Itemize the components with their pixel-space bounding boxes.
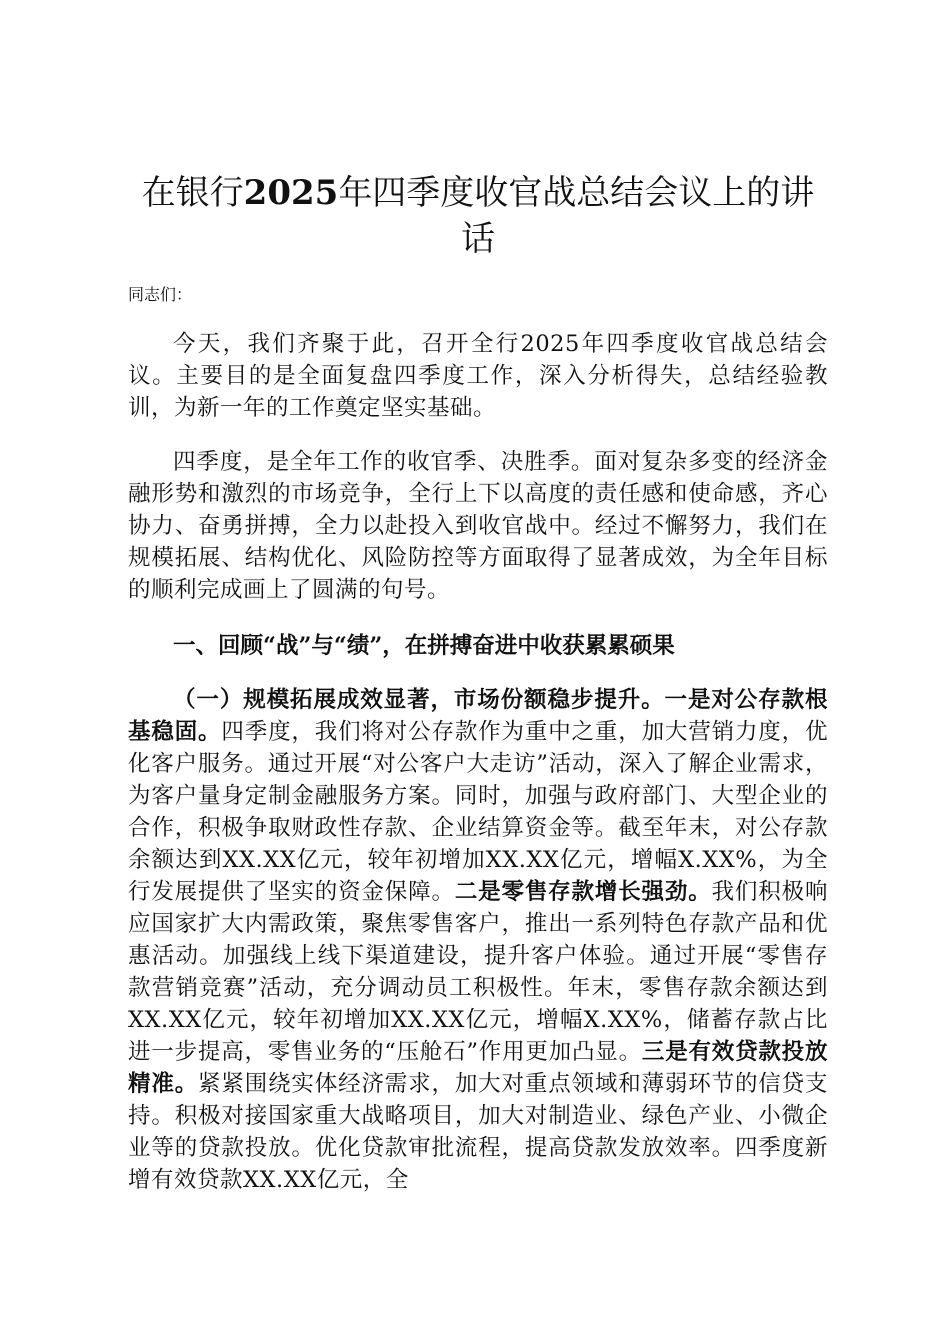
salutation: 同志们： [128,285,193,304]
paragraph-text-3: 紧紧围绕实体经济需求，加大对重点领域和薄弱环节的信贷支持。积极对接国家重大战略项目，加大对制造业、绿色产业、小微企业等的贷款投放。优化贷款审批流程，提高贷款发放效率。四季度新增有效贷款XX.XX亿元，全 [128,1071,828,1193]
title-prefix: 在银行 [141,173,244,213]
paragraph-text-2: 我们积极响应国家扩大内需政策，聚焦零售客户，推出一系列特色存款产品和优惠活动。加强线上线下渠道建设，提升客户体验。通过开展“零售存款营销竞赛”活动，充分调动员工积极性。年末，零售存款余额达到XX.XX亿元，较年初增加XX.XX亿元，增幅X.XX%，储蓄存款占比进一步提高，零售业务的“压舱石”作用更加凸显。 [128,879,828,1065]
title-year: 2025 [243,173,339,213]
paragraph-summary: 四季度，是全年工作的收官季、决胜季。面对复杂多变的经济金融形势和激烈的市场竞争，全行上下以高度的责任感和使命感，齐心协力、奋勇拼搏，全力以赴投入到收官战中。经过不懈努力，我们在规模拓展、结构优化、风险防控等方面取得了显著成效，为全年目标的顺利完成画上了圆满的句号。 [128,449,828,603]
paragraph-text-1: 四季度，我们将对公存款作为重中之重，加大营销力度，优化客户服务。通过开展“对公客户大走访”活动，深入了解企业需求，为客户量身定制金融服务方案。同时，加强与政府部门、大型企业的合作，积极争取财政性存款、企业结算资金等。截至年末，对公存款余额达到XX.XX亿元，较年初增加XX.XX亿元，增幅X.XX%，为全行发展提供了坚实的资金保障。 [128,719,828,905]
paragraph-lead-bold: （一）规模拓展成效显著，市场份额稳步提升。一是对公存款根基稳固。 [128,687,828,745]
paragraph-scale-expansion [128,684,828,1196]
paragraph-intro: 今天，我们齐聚于此，召开全行2025年四季度收官战总结会议。主要目的是全面复盘四季度工作，深入分析得失，总结经验教训，为新一年的工作奠定坚实基础。 [128,331,828,421]
section-heading-1: 一、回顾“战”与“绩”，在拼搏奋进中收获累累硕果 [173,633,675,659]
document-page [128,170,828,1196]
document-title [128,170,828,262]
paragraph-bold-2: 二是零售存款增长强劲。 [454,879,712,905]
paragraph-bold-3: 三是有效贷款投放精准。 [128,1039,828,1097]
title-suffix: 年四季度收官战总结会议上的讲话 [338,173,815,259]
